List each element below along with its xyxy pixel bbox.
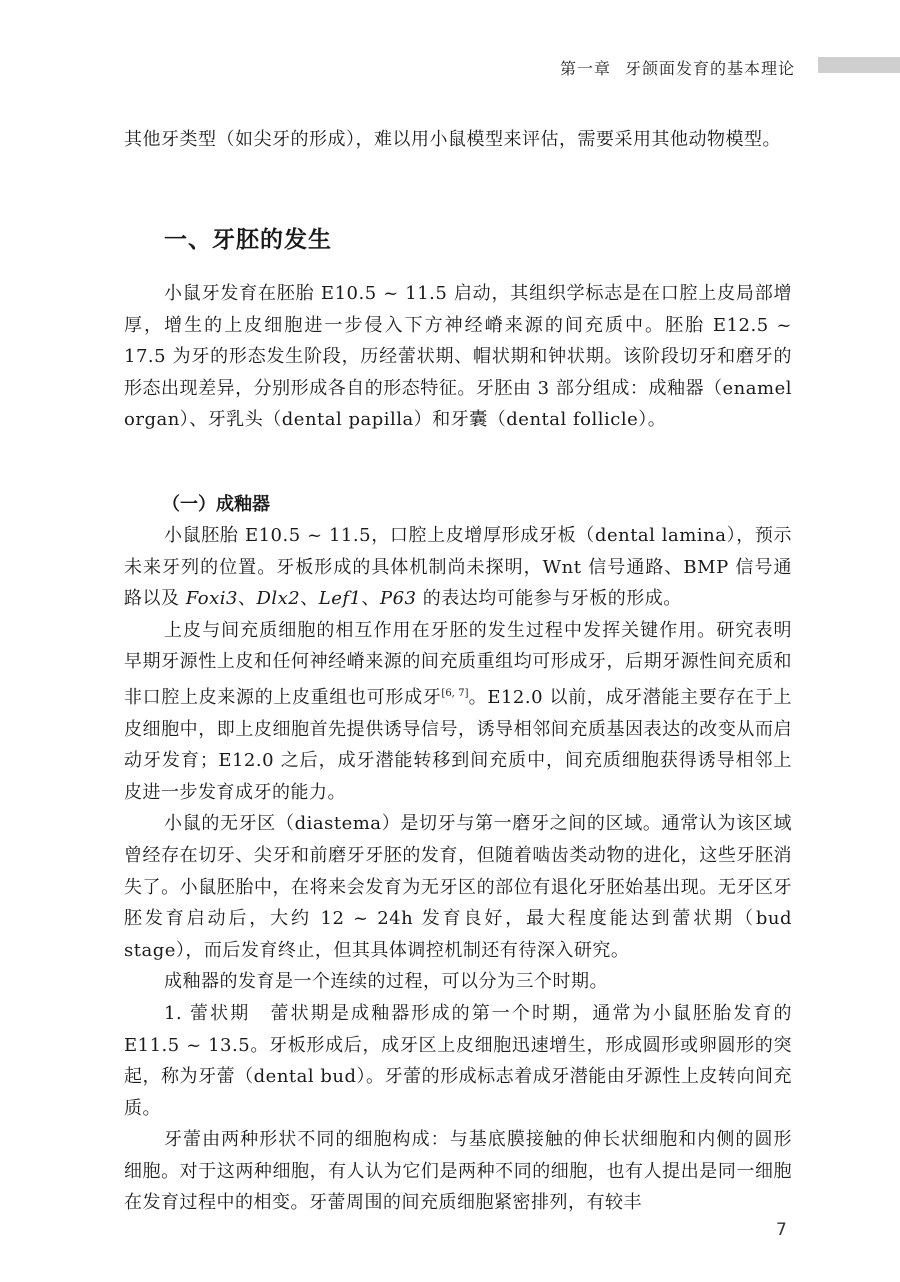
separator: 、 xyxy=(300,588,319,610)
paragraph-1: 小鼠牙发育在胚胎 E10.5 ~ 11.5 启动，其组织学标志是在口腔上皮局部增厚，增生的上皮细胞进一步侵入下方神经嵴来源的间充质中。胚胎 E12.5 ~ 17.5 为牙的形态发生阶段，历经蕾状期、帽状期和钟状期。该阶段切牙和磨牙的形态出现差异，分别形成各自的形态特征。牙胚由 3 部分组成：成釉器（enamel organ）、牙乳头（dental papilla）和牙囊（dental follicle）。 xyxy=(124,283,792,431)
paragraph-2-text-b: 的表达均可能参与牙板的形成。 xyxy=(416,588,682,610)
chapter-label: 第一章 xyxy=(560,59,612,78)
section-title: 一、牙胚的发生 xyxy=(164,227,332,253)
gene-p63: P63 xyxy=(379,588,417,610)
header-bar xyxy=(818,57,900,73)
separator: 、 xyxy=(361,588,380,610)
paragraph-1-block xyxy=(124,278,792,436)
running-head xyxy=(560,56,795,79)
paragraph-2 xyxy=(124,520,792,615)
separator: 、 xyxy=(237,588,257,610)
subsection-title: （一）成釉器 xyxy=(162,494,270,515)
gene-foxi3: Foxi3 xyxy=(185,588,238,610)
gene-lef1: Lef1 xyxy=(318,588,362,610)
body-block xyxy=(124,520,792,1219)
citation: [6, 7] xyxy=(441,687,469,699)
paragraph-3-text-a: 上皮与间充质细胞的相互作用在牙胚的发生过程中发挥关键作用。研究表明早期牙源性上皮和任何神经嵴来源的间充质重组均可形成牙，后期牙源性间充质和非口腔上皮来源的上皮重组也可形成牙 xyxy=(124,619,792,708)
paragraph-3-text-b: 。E12.0 以前，成牙潜能主要存在于上皮细胞中，即上皮细胞首先提供诱导信号，诱导相邻间充质基因表达的改变从而启动牙发育；E12.0 之后，成牙潜能转移到间充质中，间充质细胞获得诱导相邻上皮进一步发育成牙的能力。 xyxy=(124,686,792,803)
paragraph-3 xyxy=(124,615,792,809)
paragraph-6: 1. 蕾状期 蕾状期是成釉器形成的第一个时期，通常为小鼠胚胎发育的 E11.5 ~ 13.5。牙板形成后，成牙区上皮细胞迅速增生，形成圆形或卵圆形的突起，称为牙蕾（dental bud）。牙蕾的形成标志着成牙潜能由牙源性上皮转向间充质。 xyxy=(124,1002,792,1119)
chapter-title: 牙颌面发育的基本理论 xyxy=(625,59,796,78)
paragraph-5: 成釉器的发育是一个连续的过程，可以分为三个时期。 xyxy=(164,971,608,993)
paragraph-7: 牙蕾由两种形状不同的细胞构成：与基底膜接触的伸长状细胞和内侧的圆形细胞。对于这两种细胞，有人认为它们是两种不同的细胞，也有人提出是同一细胞在发育过程中的相变。牙蕾周围的间充质细胞紧密排列，有较丰 xyxy=(124,1129,792,1214)
paragraph-2-text-a: 小鼠胚胎 E10.5 ~ 11.5，口腔上皮增厚形成牙板（dental lamina），预示未来牙列的位置。牙板形成的具体机制尚未探明，Wnt 信号通路、BMP 信号通路以及 xyxy=(124,525,792,610)
paragraph-0: 其他牙类型（如尖牙的形成），难以用小鼠模型来评估，需要采用其他动物模型。 xyxy=(124,129,781,150)
paragraph-4: 小鼠的无牙区（diastema）是切牙与第一磨牙之间的区域。通常认为该区域曾经存在切牙、尖牙和前磨牙牙胚的发育，但随着啮齿类动物的进化，这些牙胚消失了。小鼠胚胎中，在将来会发育为无牙区的部位有退化牙胚始基出现。无牙区牙胚发育启动后，大约 12 ~ 24h 发育良好，最大程度能达到蕾状期（bud stage），而后发育终止，但其具体调控机制还有待深入研究。 xyxy=(124,813,792,961)
paragraph-0-block xyxy=(124,124,792,156)
page-number: 7 xyxy=(776,1220,787,1240)
gene-dlx2: Dlx2 xyxy=(256,588,301,610)
